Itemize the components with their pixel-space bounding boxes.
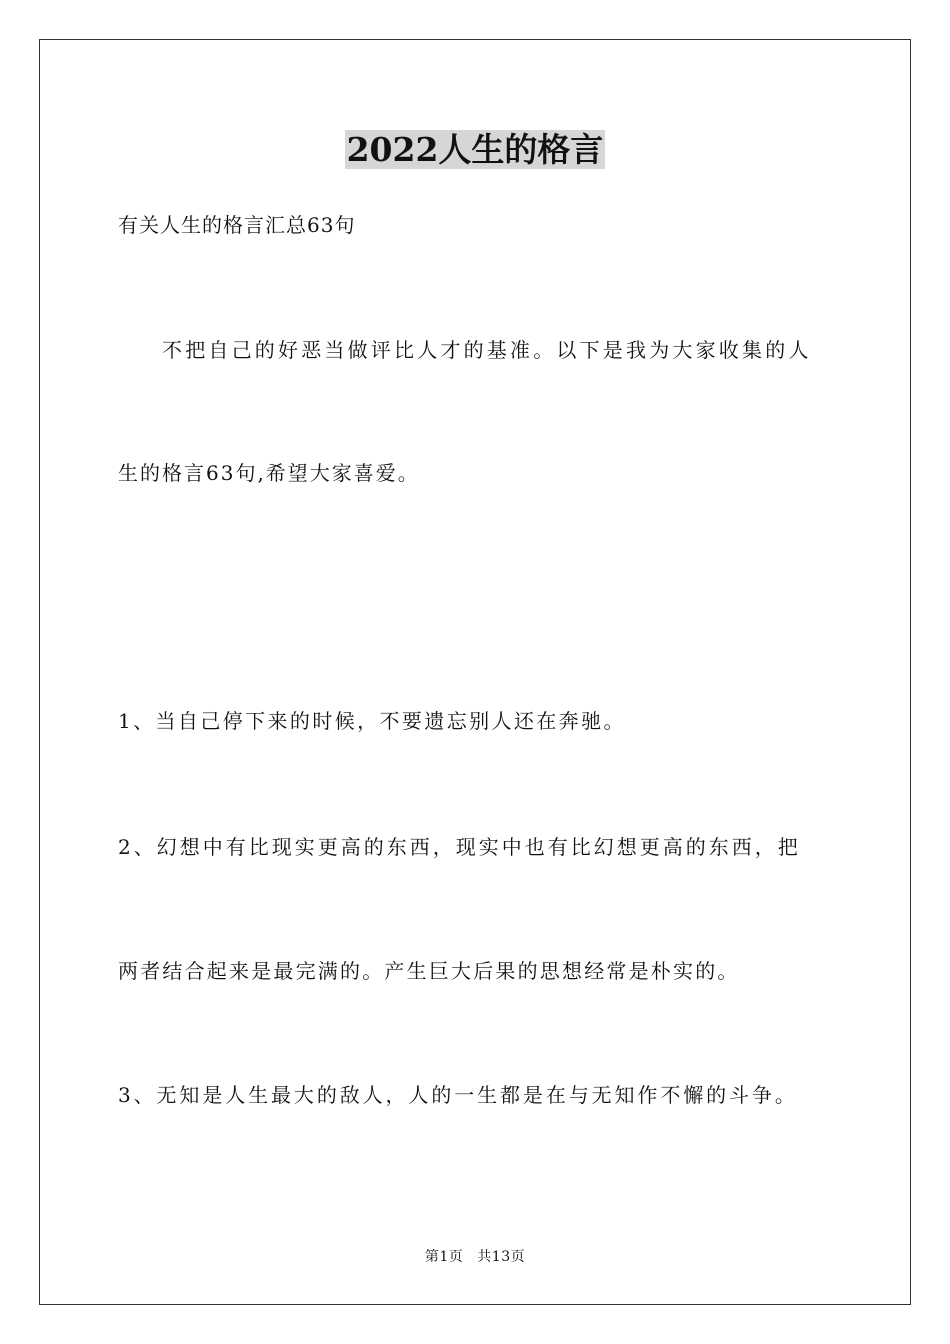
quote-item-3: 3、无知是人生最大的敌人，人的一生都是在与无知作不懈的斗争。 — [118, 1083, 798, 1107]
quote-item-1: 1、当自己停下来的时候，不要遗忘别人还在奔驰。 — [118, 709, 626, 733]
page-footer — [0, 1247, 950, 1267]
quote-item-2-line-1: 2、幻想中有比现实更高的东西，现实中也有比幻想更高的东西，把 — [118, 835, 801, 859]
intro-paragraph-line-2: 生的格言63句,希望大家喜爱。 — [118, 461, 420, 485]
page-total: 共13页 — [477, 1249, 526, 1265]
quote-item-2-line-2: 两者结合起来是最完满的。产生巨大后果的思想经常是朴实的。 — [118, 959, 740, 983]
page-number: 第1页 — [424, 1249, 464, 1265]
document-title-text: 2022人生的格言 — [346, 130, 604, 169]
document-title — [0, 128, 950, 172]
document-subtitle: 有关人生的格言汇总63句 — [118, 213, 356, 237]
intro-paragraph-line-1: 不把自己的好恶当做评比人才的基准。以下是我为大家收集的人 — [162, 338, 812, 362]
